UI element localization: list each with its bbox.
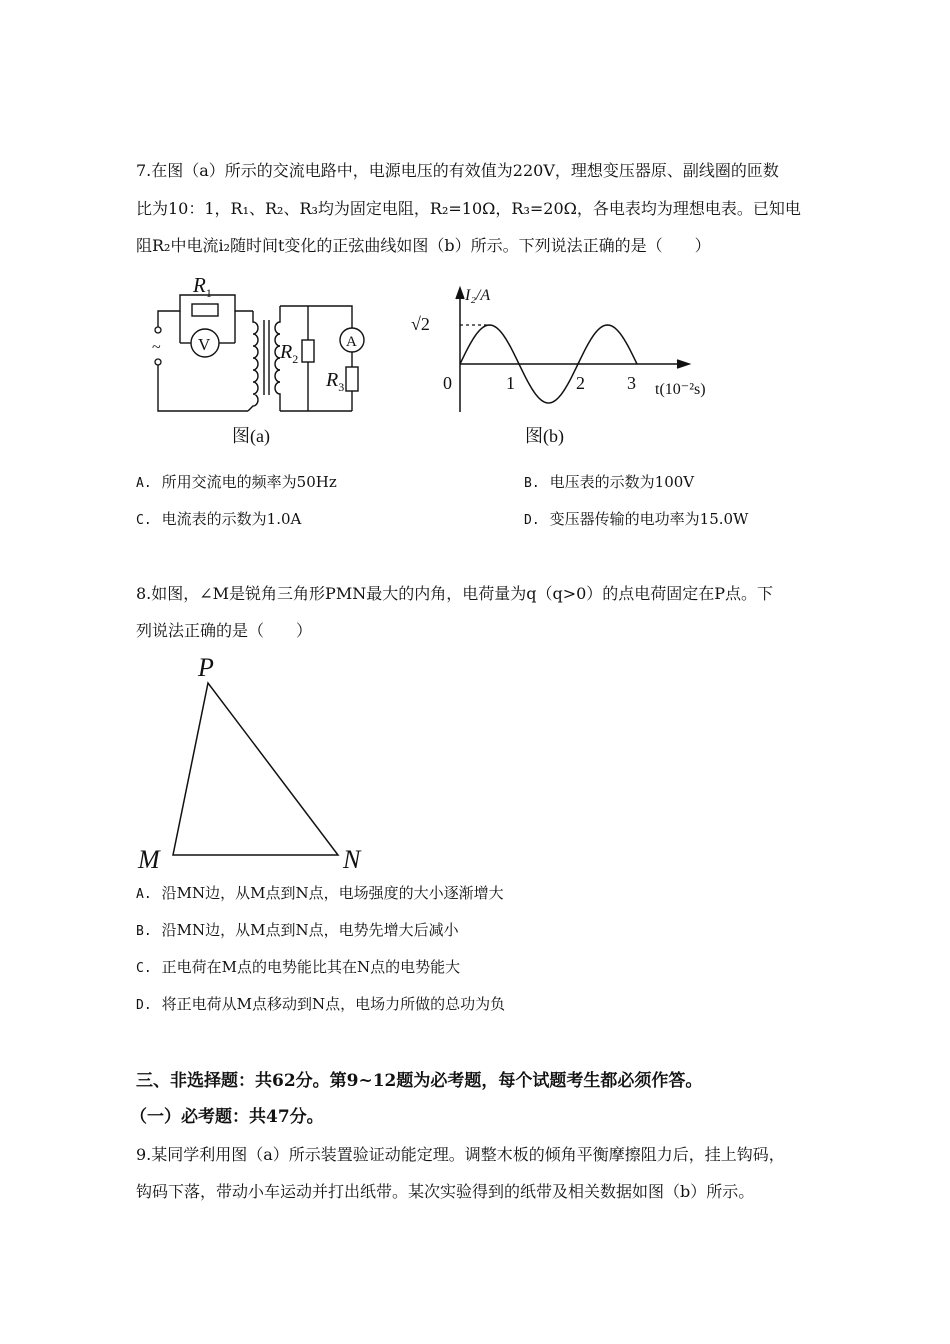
q9-line-2: 钩码下落，带动小车运动并打出纸带。某次实验得到的纸带及相关数据如图（b）所示。: [136, 1182, 755, 1201]
q8-option-a-key: A.: [136, 887, 152, 902]
q7-option-d-text: 变压器传输的电功率为15.0W: [549, 510, 749, 528]
q8-line-1: 8.如图，∠M是锐角三角形PMN最大的内角，电荷量为q（q>0）的点电荷固定在P点。下: [136, 584, 774, 603]
q7-option-d: [524, 509, 748, 531]
r1-label: R: [193, 273, 206, 297]
q7-option-a-text: 所用交流电的频率为50Hz: [161, 473, 337, 491]
q8-option-c-key: C.: [136, 961, 152, 976]
triangle-figure: [130, 648, 380, 878]
q8-option-d: [136, 994, 505, 1016]
tick-0: 0: [443, 373, 452, 393]
r3-subscript: 3: [338, 380, 345, 394]
q7-option-d-key: D.: [524, 513, 540, 528]
q8-option-c-text: 正电荷在M点的电势能比其在N点的电势能大: [161, 958, 461, 976]
q7-option-c-text: 电流表的示数为1.0A: [161, 510, 302, 528]
ac-source-symbol: ~: [152, 339, 161, 356]
q7-option-a: [136, 472, 337, 494]
secondary-top-wire: [280, 306, 352, 328]
q7-option-b-key: B.: [524, 476, 540, 491]
tick-2: 2: [576, 373, 585, 393]
r3-label: R: [326, 369, 339, 391]
vertex-m-label: M: [138, 845, 160, 874]
y-axis-label: I₂/A: [465, 287, 491, 304]
svg-text:R1: [192, 273, 212, 300]
q8-option-d-key: D.: [136, 998, 152, 1013]
figure-a-caption: 图(a): [232, 426, 270, 446]
peak-label: √2: [411, 314, 430, 334]
section-3-heading: 三、非选择题：共62分。第9~12题为必考题，每个试题考生都必须作答。: [136, 1071, 703, 1091]
tick-1: 1: [506, 373, 515, 393]
q8-option-d-text: 将正电荷从M点移动到N点，电场力所做的总功为负: [161, 995, 506, 1013]
voltmeter-label: V: [198, 335, 211, 354]
q8-line-2: 列说法正确的是（ ）: [136, 621, 313, 640]
primary-bottom-wire: [158, 365, 248, 411]
figure-b-caption: 图(b): [525, 426, 564, 446]
q7-line-2: 比为10：1，R₁、R₂、R₃均为固定电阻，R₂=10Ω，R₃=20Ω，各电表均为理想电表。已知电: [136, 199, 801, 218]
q8-option-b-text: 沿MN边，从M点到N点，电势先增大后减小: [161, 921, 459, 939]
source-terminal-bottom: [155, 359, 161, 365]
svg-text:R2: [279, 341, 298, 366]
r2-label: R: [280, 341, 293, 363]
q8-option-b-key: B.: [136, 924, 152, 939]
q7-option-b: [524, 472, 694, 494]
q8-option-b: [136, 920, 459, 942]
svg-text:R3: [325, 369, 344, 394]
q7-line-1: 7.在图（a）所示的交流电路中，电源电压的有效值为220V，理想变压器原、副线圈的匝数: [136, 161, 779, 180]
triangle-pmn: [173, 683, 338, 855]
x-axis-arrow: [677, 360, 689, 368]
r2-subscript: 2: [292, 352, 299, 366]
tick-3: 3: [627, 373, 636, 393]
vertex-p-label: P: [198, 653, 214, 682]
source-terminal-top: [155, 327, 161, 333]
ammeter-label: A: [346, 334, 357, 350]
y-axis-arrow: [456, 288, 464, 299]
q7-option-a-key: A.: [136, 476, 152, 491]
q9-line-1: 9.某同学利用图（a）所示装置验证动能定理。调整木板的倾角平衡摩擦阻力后，挂上钩码，: [136, 1145, 785, 1164]
sine-graph-figure-b: [405, 282, 725, 452]
vertex-n-label: N: [343, 845, 361, 874]
circuit-figure-a: [140, 270, 380, 455]
resistor-r3: [346, 367, 358, 391]
q8-option-c: [136, 957, 460, 979]
x-axis-label: t(10⁻²s): [655, 381, 706, 398]
primary-coil: [248, 311, 258, 411]
resistor-r1: [192, 304, 218, 316]
q7-option-c: [136, 509, 301, 531]
q7-option-c-key: C.: [136, 513, 152, 528]
q7-line-3: 阻R₂中电流i₂随时间t变化的正弦曲线如图（b）所示。下列说法正确的是（ ）: [136, 236, 711, 255]
q8-option-a-text: 沿MN边，从M点到N点，电场强度的大小逐渐增大: [161, 884, 504, 902]
resistor-r2: [302, 340, 314, 362]
r1-subscript: 1: [205, 286, 212, 300]
q8-option-a: [136, 883, 504, 905]
section-3-subheading: （一）必考题：共47分。: [130, 1107, 324, 1127]
q7-option-b-text: 电压表的示数为100V: [549, 473, 695, 491]
